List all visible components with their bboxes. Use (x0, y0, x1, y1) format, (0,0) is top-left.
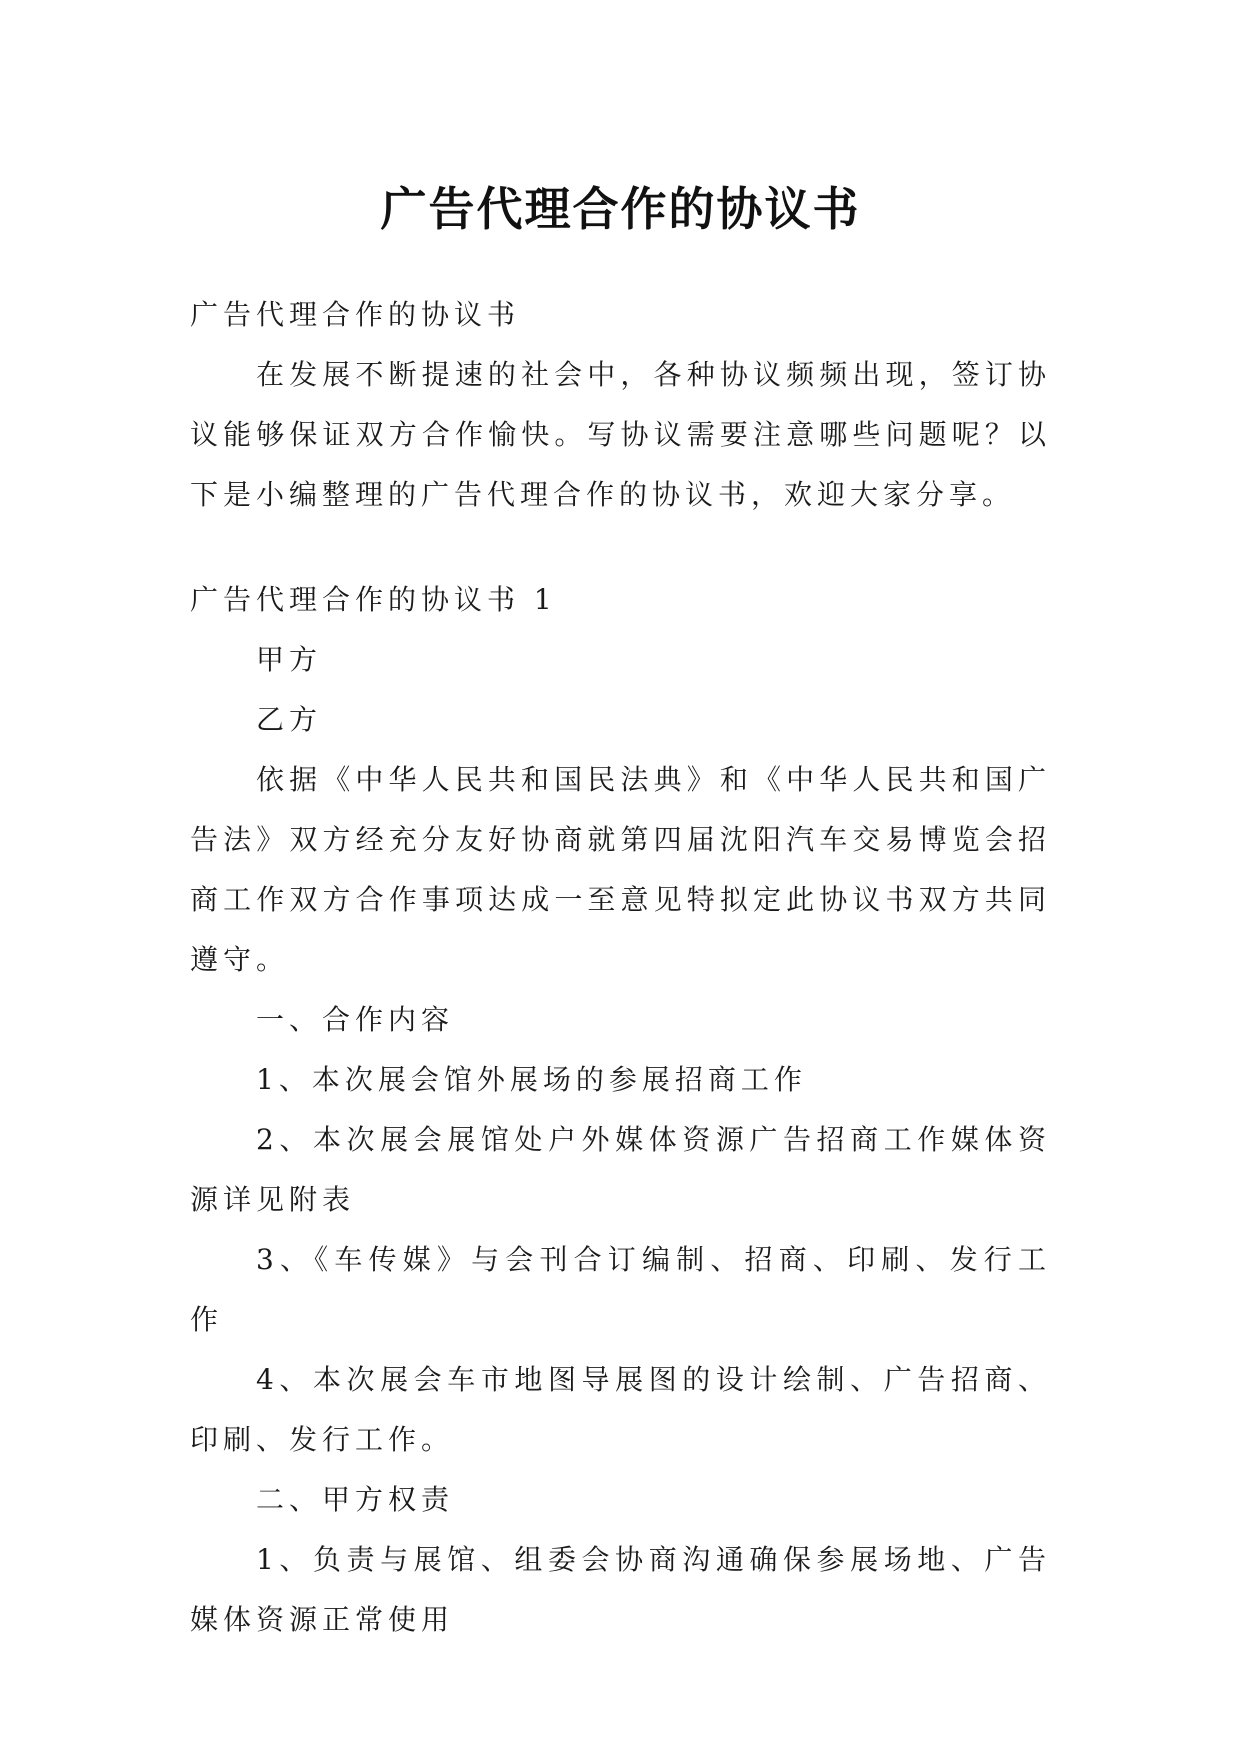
cooperation-item-1: 1、本次展会馆外展场的参展招商工作 (256, 1063, 807, 1096)
legal-basis-paragraph: 依据《中华人民共和国民法典》和《中华人民共和国广告法》双方经充分友好协商就第四届沈阳汽车交易博览会招商工作双方合作事项达成一至意见特拟定此协议书双方共同遵守。 (190, 763, 1051, 976)
cooperation-item-4: 4、本次展会车市地图导展图的设计绘制、广告招商、印刷、发行工作。 (190, 1363, 1051, 1456)
document-body (190, 285, 1051, 1650)
cooperation-item-3: 3、《车传媒》与会刊合订编制、招商、印刷、发行工作 (190, 1243, 1051, 1336)
clause-heading-party-a-duties: 二、甲方权责 (256, 1483, 455, 1516)
intro-paragraph: 在发展不断提速的社会中，各种协议频频出现，签订协议能够保证双方合作愉快。写协议需要注意哪些问题呢？以下是小编整理的广告代理合作的协议书，欢迎大家分享。 (190, 358, 1051, 511)
clause-heading-cooperation: 一、合作内容 (256, 1003, 455, 1036)
cooperation-item-2: 2、本次展会展馆处户外媒体资源广告招商工作媒体资源详见附表 (190, 1123, 1051, 1216)
document-title: 广告代理合作的协议书 (380, 181, 861, 236)
party-a-duty-item-1: 1、负责与展馆、组委会协商沟通确保参展场地、广告媒体资源正常使用 (190, 1543, 1051, 1636)
party-b-line: 乙方 (256, 703, 323, 736)
section-heading-intro: 广告代理合作的协议书 (190, 298, 521, 331)
party-a-line: 甲方 (256, 643, 323, 676)
section-heading-agreement-1: 广告代理合作的协议书 1 (190, 583, 557, 616)
